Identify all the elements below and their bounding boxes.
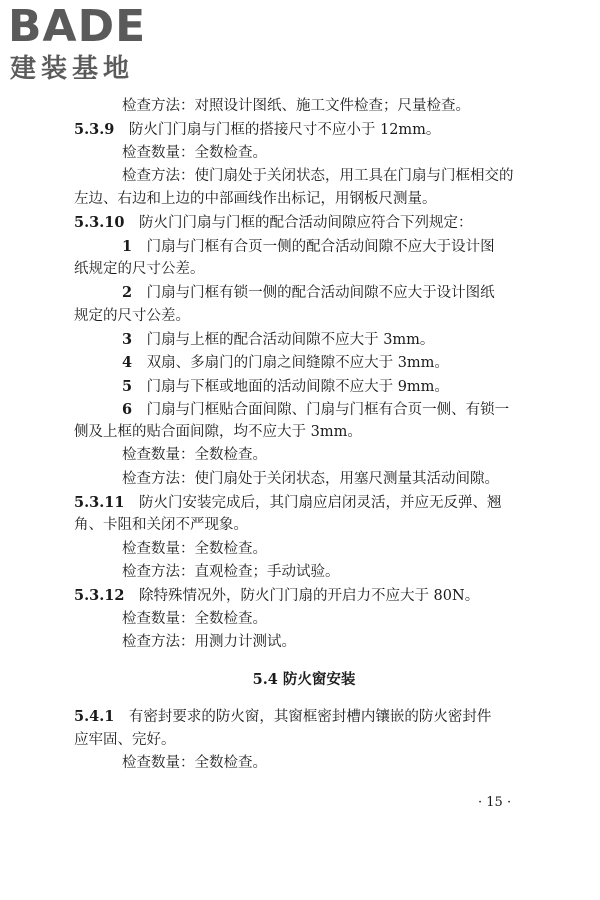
clause-number: 3: [122, 330, 133, 348]
clause-number: 2: [122, 284, 133, 302]
text-line: [74, 468, 534, 491]
line-text: 左边、右边和上边的中部画线作出标记，用钢板尺测量。: [74, 191, 437, 208]
line-text: 门扇与门框贴合面间隙、门扇与门框有合页一侧、有锁一: [146, 401, 510, 418]
text-line: [74, 584, 534, 607]
line-text: 纸规定的尺寸公差。: [74, 261, 205, 278]
line-text: 门扇与上框的配合活动间隙不应大于 3mm。: [146, 331, 435, 348]
line-text: 检查数量：全数检查。: [122, 755, 267, 772]
line-text: 防火门安装完成后，其门扇应启闭灵活，并应无反弹、翘: [138, 495, 502, 512]
text-line: [74, 351, 534, 374]
text-line: [74, 631, 534, 654]
text-line: [74, 729, 534, 752]
clause-number: 1: [122, 237, 133, 255]
line-text: 检查数量：全数检查。: [122, 540, 267, 557]
line-text: 防火门门扇与门框的搭接尺寸不应小于 12mm。: [128, 122, 441, 139]
text-line: [74, 561, 534, 584]
text-line: [74, 235, 534, 258]
line-text: 有密封要求的防火窗，其窗框密封槽内镶嵌的防火密封件: [128, 709, 492, 726]
line-text: 规定的尺寸公差。: [74, 307, 190, 324]
clause-number: 6: [122, 400, 133, 418]
line-text: 检查数量：全数检查。: [122, 144, 267, 161]
line-text: 应牢固、完好。: [74, 731, 176, 748]
section-heading: 5.4 防火窗安装: [252, 671, 356, 689]
logo-subtitle: 建装基地: [10, 54, 135, 84]
clause-number: 5.3.11: [74, 494, 125, 512]
line-text: 门扇与门框有锁一侧的配合活动间隙不应大于设计图纸: [146, 285, 495, 302]
clause-number: 5.3.10: [74, 214, 125, 232]
page-number: · 15 ·: [478, 795, 512, 810]
text-line: [74, 118, 534, 141]
bade-logo: [8, 2, 188, 92]
text-line: [74, 95, 534, 118]
line-text: 检查方法：使门扇处于关闭状态，用工具在门扇与门框相交的: [122, 167, 514, 184]
text-line: [74, 705, 534, 728]
text-line: [74, 491, 534, 514]
line-text: 侧及上框的贴合面间隙，均不应大于 3mm。: [74, 424, 362, 441]
line-text: 检查方法：使门扇处于关闭状态，用塞尺测量其活动间隙。: [122, 470, 499, 487]
line-text: 防火门门扇与门框的配合活动间隙应符合下列规定：: [138, 215, 473, 232]
line-text: 门扇与下框或地面的活动间隙不应大于 9mm。: [146, 378, 449, 395]
clause-number: 4: [122, 354, 133, 372]
text-line: [74, 514, 534, 537]
line-text: 角、卡阻和关闭不严现象。: [74, 517, 248, 534]
logo-brand: BADE: [8, 1, 147, 52]
text-line: [74, 444, 534, 467]
section-5-4-clauses: [74, 705, 534, 775]
text-line: [74, 165, 534, 188]
text-line: [74, 188, 534, 211]
text-line: [74, 211, 534, 234]
line-text: 检查方法：直观检查；手动试验。: [122, 563, 340, 580]
text-line: [74, 608, 534, 631]
text-line: [74, 421, 534, 444]
clause-number: 5.3.12: [74, 587, 125, 605]
text-line: [74, 258, 534, 281]
text-line: [74, 538, 534, 561]
line-text: 除特殊情况外，防火门门扇的开启力不应大于 80N。: [138, 588, 480, 605]
document-body: [74, 95, 534, 775]
text-line: [74, 328, 534, 351]
line-text: 双扇、多扇门的门扇之间缝隙不应大于 3mm。: [146, 355, 449, 372]
text-line: [74, 281, 534, 304]
line-text: 检查数量：全数检查。: [122, 610, 267, 627]
clause-number: 5.4.1: [74, 708, 115, 726]
text-line: [74, 305, 534, 328]
text-line: [74, 752, 534, 775]
clause-number: 5.3.9: [74, 121, 115, 139]
section-5-3-clauses: [74, 95, 534, 654]
line-text: 检查方法：对照设计图纸、施工文件检查；尺量检查。: [122, 98, 470, 114]
line-text: 检查数量：全数检查。: [122, 447, 267, 464]
line-text: 检查方法：用测力计测试。: [122, 633, 296, 650]
line-text: 门扇与门框有合页一侧的配合活动间隙不应大于设计图: [146, 238, 495, 255]
text-line: [74, 398, 534, 421]
text-line: [74, 142, 534, 165]
clause-number: 5: [122, 377, 133, 395]
text-line: [74, 375, 534, 398]
